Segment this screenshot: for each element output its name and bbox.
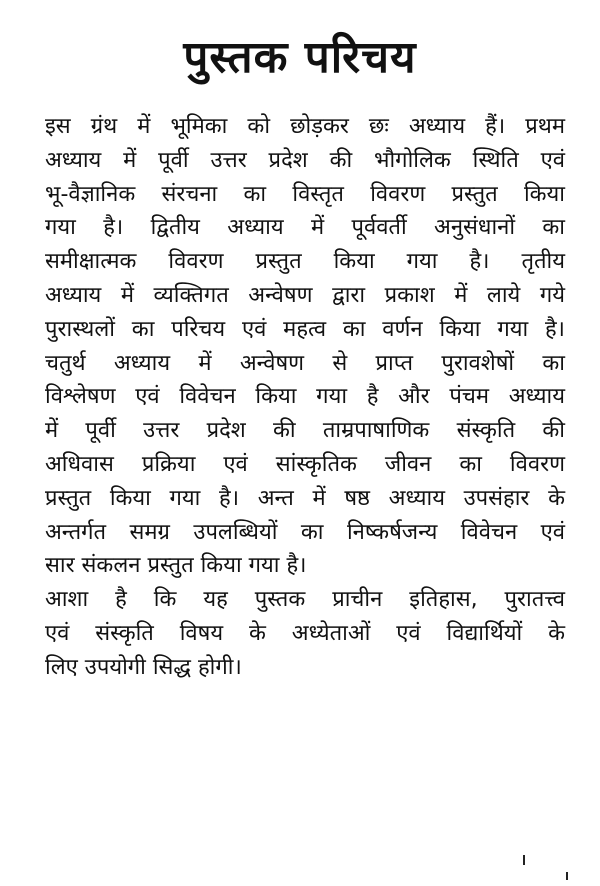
text-line: चतुर्थ अध्याय में अन्वेषण से प्राप्त पुरावशेषों का <box>45 350 565 376</box>
paragraph-closing-note <box>45 583 565 684</box>
text-line: लिए उपयोगी सिद्ध होगी। <box>45 654 242 680</box>
text-line: अध्याय में व्यक्तिगत अन्वेषण द्वारा प्रकाश में लाये गये <box>45 282 565 308</box>
text-line: समीक्षात्मक विवरण प्रस्तुत किया गया है। तृतीय <box>45 249 565 275</box>
paragraph-chapters-summary <box>45 110 565 583</box>
text-line: में पूर्वी उत्तर प्रदेश की ताम्रपाषाणिक संस्कृति की <box>45 418 565 444</box>
text-line: अध्याय में पूर्वी उत्तर प्रदेश की भौगोलिक स्थिति एवं <box>45 147 565 173</box>
text-line: गया है। द्वितीय अध्याय में पूर्ववर्ती अनुसंधानों का <box>45 215 565 241</box>
introduction-body <box>45 110 565 685</box>
text-line: इस ग्रंथ में भूमिका को छोड़कर छः अध्याय हैं। प्रथम <box>45 114 565 139</box>
text-line: अन्तर्गत समग्र उपलब्धियों का निष्कर्षजन्य विवेचन एवं <box>45 519 565 545</box>
text-line: प्रस्तुत किया गया है। अन्त में षष्ठ अध्याय उपसंहार के <box>45 485 565 511</box>
text-line: एवं संस्कृति विषय के अध्येताओं एवं विद्यार्थियों के <box>45 620 565 646</box>
text-line: भू-वैज्ञानिक संरचना का विस्तृत विवरण प्रस्तुत किया <box>45 181 565 207</box>
scan-mark <box>523 855 525 865</box>
scan-mark <box>566 872 568 880</box>
text-line: पुरास्थलों का परिचय एवं महत्व का वर्णन किया गया है। <box>45 316 565 342</box>
text-line: अधिवास प्रक्रिया एवं सांस्कृतिक जीवन का विवरण <box>45 451 565 477</box>
text-line: आशा है कि यह पुस्तक प्राचीन इतिहास, पुरातत्त्व <box>45 587 565 613</box>
text-line: सार संकलन प्रस्तुत किया गया है। <box>45 553 307 579</box>
page-title: पुस्तक परिचय <box>183 32 417 83</box>
text-line: विश्लेषण एवं विवेचन किया गया है और पंचम अध्याय <box>45 384 565 410</box>
